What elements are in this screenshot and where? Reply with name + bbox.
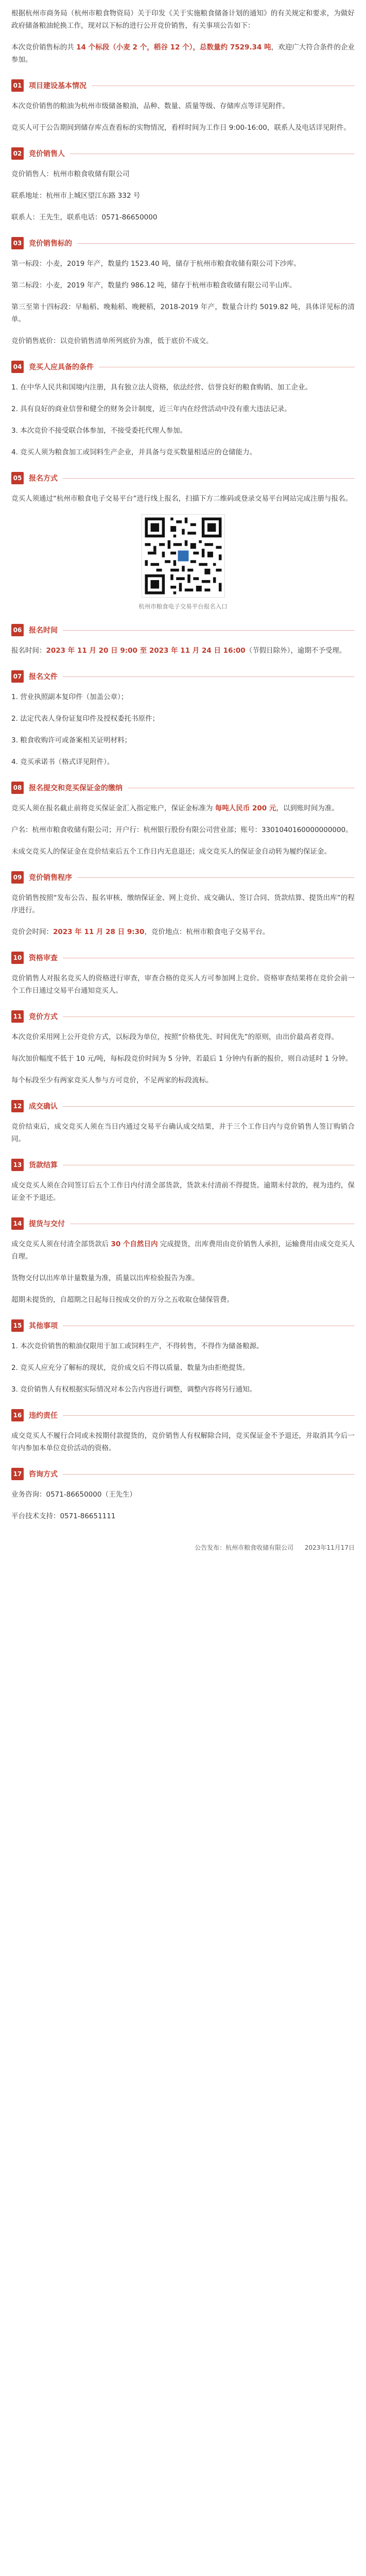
section-17-p2: 平台技术支持：0571-86651111 [11, 1512, 116, 1520]
section-number-badge: 13 [11, 1159, 24, 1171]
section-header-06 [11, 624, 355, 636]
intro-paragraph-1: 根据杭州市商务局（杭州市粮食物资局）关于印发《关于实施粮食储备计划的通知》的有关规定和要求，为做好政府储备粮油轮换工作，现对以下标的进行公开竞价销售，有关事项公告如下： [11, 9, 355, 30]
section-title: 报名方式 [29, 474, 58, 483]
section-divider [63, 478, 355, 479]
section-05-p1: 竞买人须通过“杭州市粮食电子交易平台”进行线上报名，扫描下方二维码或登录交易平台网站完成注册与报名。 [11, 495, 352, 503]
section-number-badge: 07 [11, 670, 24, 683]
section-15-p2: 2. 竞买人应充分了解标的现状，竞价成交后不得以质量、数量为由拒绝提货。 [11, 1364, 250, 1372]
intro-paragraph-2: 本次竞价销售标的共 14 个标段（小麦 2 个，稻谷 12 个），总数量约 7529.34 吨，欢迎广大符合条件的企业参加。 [11, 43, 355, 64]
deposit-highlight: 每吨人民币 200 元 [215, 804, 276, 812]
section-03-p2: 第二标段：小麦，2019 年产，数量约 986.12 吨，储存于杭州市粮食收储有限公司半山库。 [11, 281, 297, 290]
section-10-p1: 竞价销售人对报名竞买人的资格进行审查，审查合格的竞买人方可参加网上竞价。资格审查结果将在竞价会前一个工作日通过交易平台通知竞买人。 [11, 974, 355, 995]
section-number-badge: 12 [11, 1100, 24, 1112]
section-number-badge: 16 [11, 1409, 24, 1421]
section-04-p1: 1. 在中华人民共和国境内注册，具有独立法人资格，依法经营、信誉良好的粮食购销、加工企业。 [11, 383, 312, 392]
section-header-13 [11, 1159, 355, 1171]
section-17-p1: 业务咨询：0571-86650000（王先生） [11, 1490, 136, 1499]
section-number-badge: 06 [11, 624, 24, 636]
section-title: 资格审查 [29, 954, 58, 962]
section-number-badge: 05 [11, 472, 24, 484]
section-title: 咨询方式 [29, 1470, 58, 1479]
section-divider [63, 1016, 355, 1017]
section-15-p3: 3. 竞价销售人有权根据实际情况对本公告内容进行调整，调整内容将另行通知。 [11, 1385, 257, 1394]
section-03-p4: 竞价销售底价：以竞价销售清单所列底价为准，低于底价不成交。 [11, 337, 213, 345]
section-header-01 [11, 79, 355, 92]
section-03-p3: 第三至第十四标段：早籼稻、晚籼稻、晚粳稻，2018-2019 年产，数量合计约 5019.82 吨，具体详见标的清单。 [11, 303, 355, 324]
section-14-p3: 超期未提货的，自超期之日起每日按成交价的万分之五收取仓储保管费。 [11, 1296, 234, 1304]
section-divider [63, 1415, 355, 1416]
section-divider [77, 243, 355, 244]
section-09-p2: 竞价会时间：2023 年 11 月 28 日 9:30，竞价地点：杭州市粮食电子交易平台。 [11, 928, 270, 936]
section-title: 成交确认 [29, 1103, 58, 1111]
auction-time-highlight: 2023 年 11 月 28 日 9:30 [53, 928, 145, 936]
section-07-p2: 2. 法定代表人身份证复印件及授权委托书原件； [11, 715, 160, 723]
section-07-p4: 4. 竞买承诺书（格式详见附件）。 [11, 758, 114, 766]
section-divider [77, 877, 355, 878]
section-number-badge: 17 [11, 1468, 24, 1480]
section-header-05 [11, 472, 355, 484]
section-title: 报名提交和竞买保证金的缴纳 [29, 784, 123, 792]
section-number-badge: 08 [11, 782, 24, 794]
section-number-badge: 03 [11, 237, 24, 249]
section-title: 竞价方式 [29, 1013, 58, 1021]
section-11-p3: 每个标段至少有两家竞买人参与方可竞价，不足两家的标段流标。 [11, 1076, 213, 1084]
section-title: 项目建设基本情况 [29, 82, 86, 90]
section-09-p1: 竞价销售按照“发布公告、报名审核、缴纳保证金、网上竞价、成交确认、签订合同、货款结算、提货出库”的程序进行。 [11, 894, 355, 914]
section-title: 报名文件 [29, 673, 58, 681]
qr-code-icon [142, 515, 224, 597]
section-02-p1: 竞价销售人：杭州市粮食收储有限公司 [11, 170, 130, 178]
section-header-02 [11, 147, 355, 160]
section-header-07 [11, 670, 355, 683]
section-06-p1: 报名时间：2023 年 11 月 20 日 9:00 至 2023 年 11 月 24 日 16:00（节假日除外），逾期不予受理。 [11, 647, 346, 655]
section-header-03 [11, 237, 355, 249]
section-number-badge: 09 [11, 871, 24, 884]
qr-block [11, 514, 355, 611]
section-divider [63, 676, 355, 677]
section-14-p1: 成交竞买人须在付清全部货款后 30 个自然日内 完成提货，出库费用由竞价销售人承担，运输费用由成交竞买人自理。 [11, 1240, 355, 1261]
section-01-p1: 本次竞价销售的粮油为杭州市级储备粮油，品种、数量、质量等级、存储库点等详见附件。 [11, 102, 289, 110]
section-08-p1: 竞买人须在报名截止前将竞买保证金汇入指定账户，保证金标准为 每吨人民币 200 元，以到账时间为准。 [11, 804, 339, 812]
section-title: 货款结算 [29, 1161, 58, 1170]
section-12-p1: 竞价结束后，成交竞买人须在当日内通过交易平台确认成交结果，并于三个工作日内与竞价销售人签订购销合同。 [11, 1123, 355, 1143]
section-number-badge: 02 [11, 147, 24, 160]
section-header-17 [11, 1468, 355, 1480]
section-04-p4: 4. 竞买人须为粮食加工或饲料生产企业，并具备与竞买数量相适应的仓储能力。 [11, 448, 257, 456]
section-07-p1: 1. 营业执照副本复印件（加盖公章）； [11, 693, 128, 701]
section-title: 竞买人应具备的条件 [29, 363, 94, 371]
section-13-p1: 成交竞买人须在合同签订后五个工作日内付清全部货款，货款未付清前不得提货。逾期未付款的，视为违约，保证金不予退还。 [11, 1181, 355, 1202]
section-header-11 [11, 1010, 355, 1023]
section-header-12 [11, 1100, 355, 1112]
section-divider [63, 1106, 355, 1107]
section-07-p3: 3. 粮食收购许可或备案相关证明材料； [11, 736, 132, 744]
section-11-p2: 每次加价幅度不低于 10 元/吨，每标段竞价时间为 5 分钟，若最后 1 分钟内有新的报价，则自动延时 1 分钟。 [11, 1055, 353, 1063]
section-04-p3: 3. 本次竞价不接受联合体参加，不接受委托代理人参加。 [11, 427, 187, 435]
registration-time-highlight: 2023 年 11 月 20 日 9:00 至 2023 年 11 月 24 日 16:00 [46, 647, 246, 655]
section-number-badge: 04 [11, 361, 24, 373]
section-header-04 [11, 361, 355, 373]
section-divider [63, 1474, 355, 1475]
section-number-badge: 15 [11, 1319, 24, 1332]
section-number-badge: 14 [11, 1217, 24, 1230]
section-16-p1: 成交竞买人不履行合同或未按期付款提货的，竞价销售人有权解除合同，竞买保证金不予退还，并取消其今后一年内参加本单位竞价活动的资格。 [11, 1432, 355, 1452]
section-header-09 [11, 871, 355, 884]
section-04-p2: 2. 具有良好的商业信誉和健全的财务会计制度，近三年内在经营活动中没有重大违法记录。 [11, 405, 291, 413]
section-08-p3: 未成交竞买人的保证金在竞价结束后五个工作日内无息退还；成交竞买人的保证金自动转为履约保证金。 [11, 848, 331, 856]
section-divider [63, 630, 355, 631]
qr-code-image[interactable] [142, 514, 225, 598]
section-number-badge: 10 [11, 952, 24, 964]
section-03-p1: 第一标段：小麦，2019 年产，数量约 1523.40 吨，储存于杭州市粮食收储有限公司下沙库。 [11, 260, 301, 268]
section-11-p1: 本次竞价采用网上公开竞价方式，以标段为单位，按照“价格优先、时间优先”的原则，由出价最高者竞得。 [11, 1033, 338, 1041]
section-14-p2: 货物交付以出库单计量数量为准，质量以出库检验报告为准。 [11, 1274, 199, 1282]
footer-publisher: 公告发布：杭州市粮食收储有限公司 [195, 1544, 294, 1551]
section-header-14 [11, 1217, 355, 1230]
section-header-16 [11, 1409, 355, 1421]
section-title: 违约责任 [29, 1412, 58, 1420]
section-02-p2: 联系地址：杭州市上城区望江东路 332 号 [11, 192, 141, 200]
section-title: 提货与交付 [29, 1220, 65, 1228]
intro-highlight: 14 个标段（小麦 2 个，稻谷 12 个），总数量约 7529.34 吨 [76, 43, 271, 52]
section-title: 竞价销售人 [29, 150, 65, 158]
section-02-p3: 联系人：王先生，联系电话：0571-86650000 [11, 213, 158, 222]
footer [11, 1543, 355, 1552]
section-number-badge: 01 [11, 79, 24, 92]
section-number-badge: 11 [11, 1010, 24, 1023]
section-01-p2: 竞买人可于公告期间到储存库点查看标的实物情况，看样时间为工作日 9:00-16:00，联系人及电话详见附件。 [11, 124, 351, 132]
section-08-p2: 户名：杭州市粮食收储有限公司；开户行：杭州银行股份有限公司营业部；账号：3301040160000000000。 [11, 826, 353, 834]
pickup-period-highlight: 30 个自然日内 [111, 1240, 158, 1248]
section-header-15 [11, 1319, 355, 1332]
section-header-08 [11, 782, 355, 794]
section-15-p1: 1. 本次竞价销售的粮油仅限用于加工或饲料生产，不得转售，不得作为储备粮源。 [11, 1342, 264, 1350]
qr-caption: 杭州市粮食电子交易平台报名入口 [138, 603, 228, 610]
section-title: 其他事项 [29, 1322, 58, 1330]
section-header-10 [11, 952, 355, 964]
section-title: 报名时间 [29, 626, 58, 635]
footer-date: 2023年11月17日 [304, 1544, 355, 1551]
section-title: 竞价销售程序 [29, 874, 72, 882]
section-title: 竞价销售标的 [29, 240, 72, 248]
